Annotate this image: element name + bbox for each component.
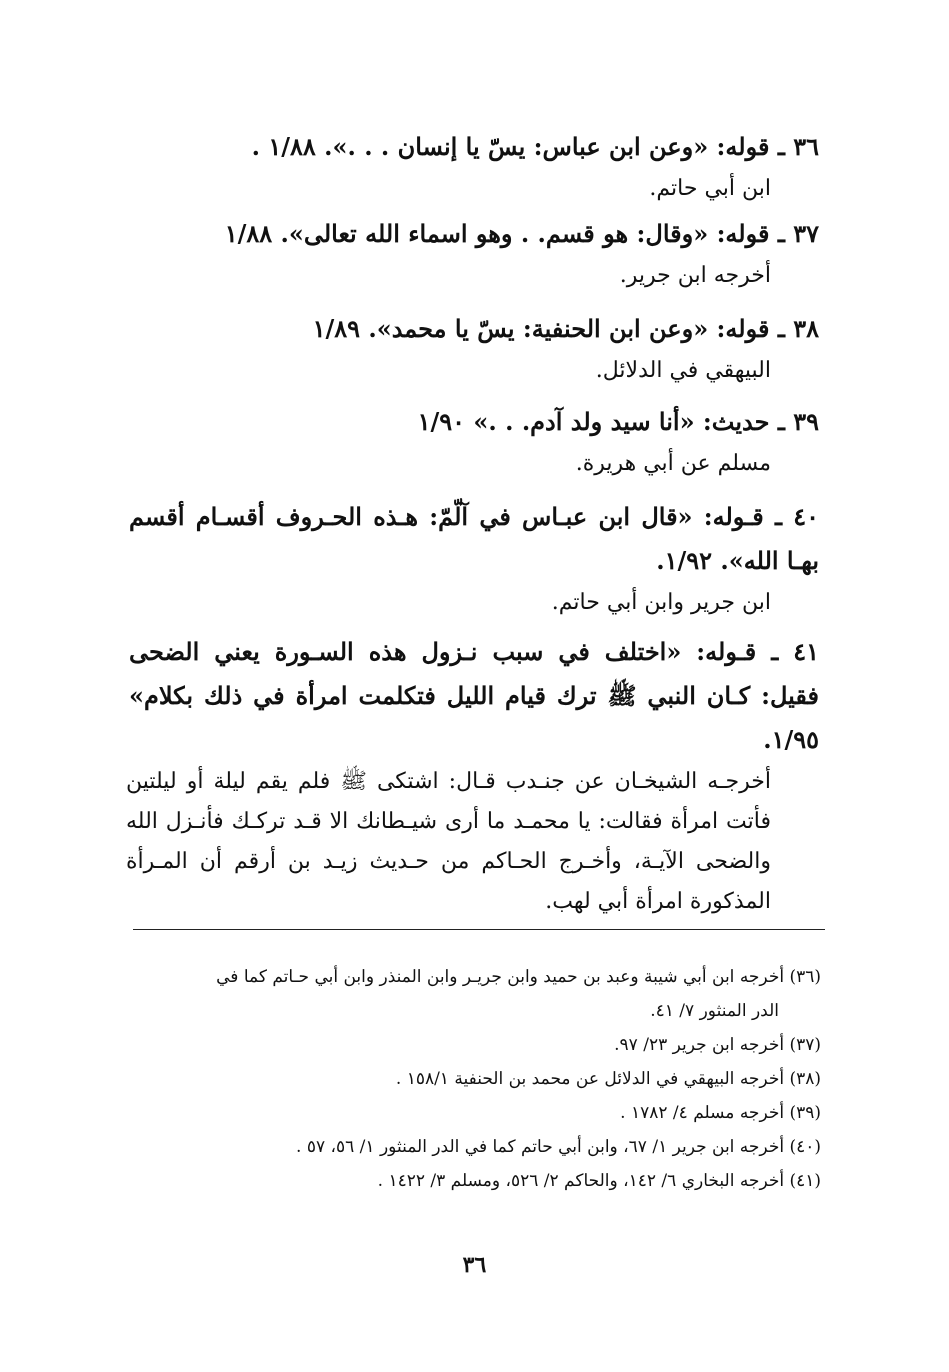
footnote: (٣٧) أخرجه ابن جرير ٢٣/ ٩٧. [614,1035,821,1055]
entry-40 [126,495,819,623]
footnote: (٣٦) أخرجه ابن أبي شيبة وعبد بن حميد وابن جريـر وابن المنذر وابن أبي حـاتم كما في [216,967,821,987]
entry-41 [126,630,819,922]
entry-source: ابن جرير وابن أبي حاتم. [551,590,771,615]
entry-quote: ـ قوله: «وعن ابن عباس: يسّ يا إنسان . . .». ١/٨٨ . [251,132,785,161]
entry-37 [225,212,819,296]
entry-number: ٣٦ [793,132,819,161]
footnote-divider [133,929,825,930]
entry-head [418,400,819,444]
page-number: ٣٦ [462,1252,487,1278]
entry-head [225,212,819,256]
entry-quote: ـ قـوله: «اختلف في سبب نـزول هذه السـورة يعني الضحى فقيل: كـان النبي ﷺ ترك قيام الليل فتكلمت امرأة في ذلك بكلام» ١/٩٥. [129,637,819,754]
entry-source: البيهقي في الدلائل. [595,358,771,383]
entry-quote: ـ قوله: «وقال: هو قسم. . وهو اسماء الله تعالى». ١/٨٨ [224,219,785,248]
entry-quote: ـ قـوله: «قال ابن عبـاس في آلّمّ: هـذه الحـروف أقسـام أقسم بهـا الله». ١/٩٢. [129,502,819,575]
entry-source: ابن أبي حاتم. [649,176,771,201]
entry-source: أخرجـه الشيخـان عن جنـدب قـال: اشتكى ﷺ فلم يقم ليلة أو ليلتين فأتت امرأة فقالت: يا محمـد ما أرى شيـطانك الا قـد تركـك فأنـزل الله والضحى الآيـة، وأخـرج الحـاكم من حـديث زيـد بن أرقم أن المـرأة المذكورة امرأة أبي لهب. [126,769,771,914]
entry-number: ٣٩ [793,407,819,436]
footnote: (٤٠) أخرجه ابن جرير ١/ ٦٧، وابن أبي حاتم كما في الدر المنثور ١/ ٥٦، ٥٧ . [296,1137,821,1157]
entry-36 [252,125,819,209]
footnote: (٣٩) أخرجه مسلم ٤/ ١٧٨٢ . [620,1103,821,1123]
entry-number: ٣٧ [793,219,819,248]
footnotes [131,960,821,1198]
footnote: (٣٨) أخرجه البيهقي في الدلائل عن محمد بن الحنفية ١٥٨/١ . [395,1069,821,1089]
entry-38 [313,307,819,391]
entry-number: ٣٨ [793,314,819,343]
entry-head [313,307,819,351]
footnote: (٤١) أخرجه البخاري ٦/ ١٤٢، والحاكم ٢/ ٥٢٦، ومسلم ٣/ ١٤٢٢ . [377,1171,821,1191]
entry-number: ٤٠ [793,502,819,531]
entry-source: أخرجه ابن جرير. [619,263,771,288]
entry-source: مسلم عن أبي هريرة. [575,451,771,476]
footnote-continuation: الدر المنثور ٧/ ٤١. [650,1001,779,1021]
entry-head [129,495,819,583]
entry-head [252,125,819,169]
entry-quote: ـ حديث: «أنا سيد ولد آدم. . .» ١/٩٠ [417,407,785,436]
entry-head [129,630,819,762]
entry-39 [418,400,819,484]
entry-quote: ـ قوله: «وعن ابن الحنفية: يسّ يا محمد». ١/٨٩ [312,314,785,343]
entry-number: ٤١ [793,637,820,666]
